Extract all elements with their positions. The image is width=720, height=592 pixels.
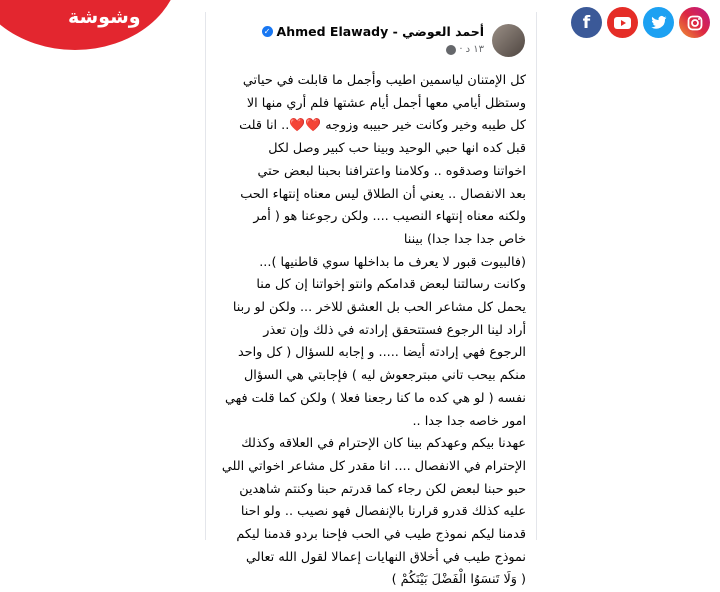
- post-time[interactable]: ١٣ د: [465, 44, 484, 55]
- facebook-icon[interactable]: [571, 7, 602, 38]
- post-text-line: (فالبيوت قبور لا يعرف ما بداخلها سوي قاطنيها )...: [259, 254, 526, 270]
- post-text-line: حبو حبنا لبعض لكن رجاء كما قدرتم حبنا وكنتم شاهدين: [239, 481, 526, 497]
- facebook-glyph: f: [582, 12, 591, 33]
- post-text-line: كل الإمتنان لياسمين اطيب وأجمل ما قابلت في حياتي: [242, 73, 526, 88]
- post-text-line: خاص جدا جدا جدا) بيننا: [403, 231, 526, 247]
- post-text-line: قدمنا ليكم نموذج طيب في الحب فإحنا بردو قدمنا ليكم: [236, 527, 526, 543]
- post-text-line: يحمل كل مشاعر الحب بل العشق للاخر ... ولكن لو ربنا: [232, 300, 526, 316]
- post-text-line: قبل كده انها حبي الوحيد وبينا حب كبير وصل لكل: [268, 141, 526, 157]
- social-links: [571, 7, 710, 38]
- post-text-line: وكانت رسالتنا لبعض قدامكم وانتو إخواتنا إن كل منا: [256, 277, 526, 293]
- post-text-line: عهدنا بيكم وعهدكم بينا كان الإحترام في العلاقه وكذلك: [241, 436, 526, 452]
- post-text-line: كل طيبه وخير وكانت خير حبيبه وزوجه ❤️❤️.. انا قلت: [239, 118, 526, 134]
- avatar[interactable]: [492, 24, 525, 57]
- post-text-line: نفسه ( لو هي كده ما كنا رجعنا فعلا ) ولكن كما قلت فهي: [224, 390, 526, 406]
- post-text-line: ولكنه معناه إنتهاء النصيب .... ولكن رجوعنا هو ( أمر: [253, 209, 526, 225]
- facebook-post: [205, 12, 537, 588]
- post-header: [206, 12, 536, 64]
- post-meta: [446, 44, 484, 55]
- twitter-icon[interactable]: [643, 7, 674, 38]
- post-text-line: الإحترام في الانفصال .... انا مقدر كل مشاعر اخواتي اللي: [221, 458, 526, 474]
- author-line[interactable]: [258, 24, 484, 39]
- post-text-line: الرجوع فهي إرادته أيضا ..... و إجابه للسؤال ( كل واحد: [237, 345, 526, 361]
- post-text-line: امور خاصه جدا جدا ..: [412, 413, 526, 429]
- post-text-line: اخواتنا وصدقوه .. وكلامنا واعترافنا بحبنا لبعض حتي: [257, 163, 526, 179]
- instagram-icon[interactable]: [679, 7, 710, 38]
- youtube-play-icon: [614, 17, 631, 29]
- youtube-icon[interactable]: [607, 7, 638, 38]
- post-text-line: عليه كذلك قدرو قرارنا بالإنفصال فهو نصيب .. ولو احنا: [240, 504, 526, 520]
- post-text-line: نموذج طيب في أخلاق النهايات إعمالا لقول الله تعالي: [246, 549, 526, 565]
- post-text-line: وستظل أيامي معها أجمل أيام عشتها فلم أري منها الا: [246, 95, 526, 111]
- globe-icon: [446, 45, 456, 55]
- author-name[interactable]: أحمد العوضي - Ahmed Elawady: [276, 24, 484, 39]
- logo-text: وشوشة: [68, 6, 141, 28]
- post-text-line: ( وَلَا تَنسَوُا الْفَضْلَ بَيْنَكُمْ ): [391, 572, 526, 588]
- meta-separator: ·: [459, 44, 463, 55]
- post-text-line: منكم بيحب تاني مبترجعوش ليه ) فإجابتي هي السؤال: [243, 368, 526, 384]
- post-text: [216, 70, 526, 592]
- post-text-line: أراد لينا الرجوع فستتحقق إرادته في ذلك وإن تعذر: [263, 322, 526, 338]
- post-text-line: بعد الانفصال .. يعني أن الطلاق ليس معناه إنتهاء الحب: [240, 186, 526, 202]
- instagram-camera-icon: [687, 15, 703, 31]
- verified-badge-icon: ✓: [262, 26, 273, 37]
- twitter-bird-icon: [651, 16, 667, 30]
